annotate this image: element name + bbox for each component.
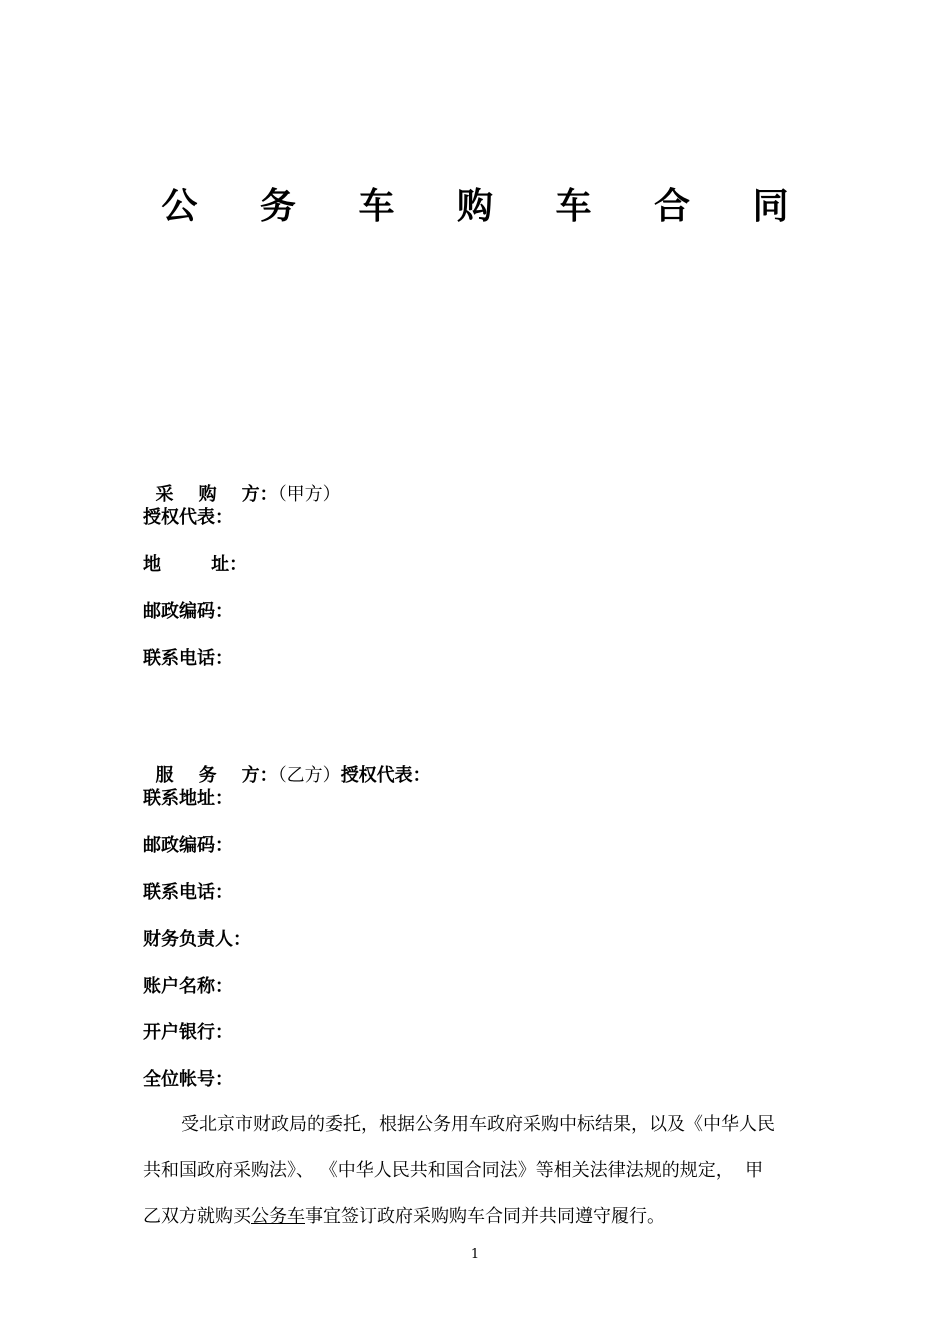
preamble-line-1 — [143, 1102, 808, 1148]
preamble-line-3-pre: 乙双方就购买 — [143, 1206, 251, 1227]
official-car-term: 公务车 — [251, 1206, 305, 1227]
preamble-line-1-text: 受北京市财政局的委托，根据公务用车政府采购中标结果，以及《中华人民 — [181, 1114, 775, 1135]
contact-address-label: 联系地址： — [143, 788, 233, 809]
rep-label: 授权代表： — [143, 507, 233, 528]
contract-preamble — [143, 1102, 808, 1240]
buyer-value: （甲方） — [277, 484, 341, 505]
bank-label: 开户银行： — [143, 1022, 233, 1043]
service-value: （乙方） — [277, 765, 341, 786]
address-label: 地 址： — [143, 554, 248, 575]
preamble-line-3-post: 事宜签订政府采购购车合同并共同遵守履行。 — [305, 1206, 665, 1227]
service-field — [143, 740, 431, 788]
service-phone-label: 联系电话： — [143, 882, 233, 903]
service-rep-label: 授权代表： — [340, 765, 431, 786]
account-number-label: 全位帐号： — [143, 1069, 233, 1090]
phone-label: 联系电话： — [143, 648, 233, 669]
buyer-label: 采 购 方： — [155, 484, 278, 505]
preamble-line-3 — [143, 1194, 808, 1240]
finance-manager-label: 财务负责人： — [143, 929, 251, 950]
service-label: 服 务 方： — [155, 765, 278, 786]
service-postcode-label: 邮政编码： — [143, 835, 233, 856]
page-number: 1 — [470, 1247, 480, 1262]
preamble-line-2: 共和国政府采购法》、 《中华人民共和国合同法》等相关法律法规的规定， 甲 — [143, 1160, 764, 1181]
buyer-field — [143, 459, 341, 507]
postcode-label: 邮政编码： — [143, 601, 233, 622]
account-name-label: 账户名称： — [143, 976, 233, 997]
page-title: 公 务 车 购 车 合 同 — [161, 186, 814, 227]
